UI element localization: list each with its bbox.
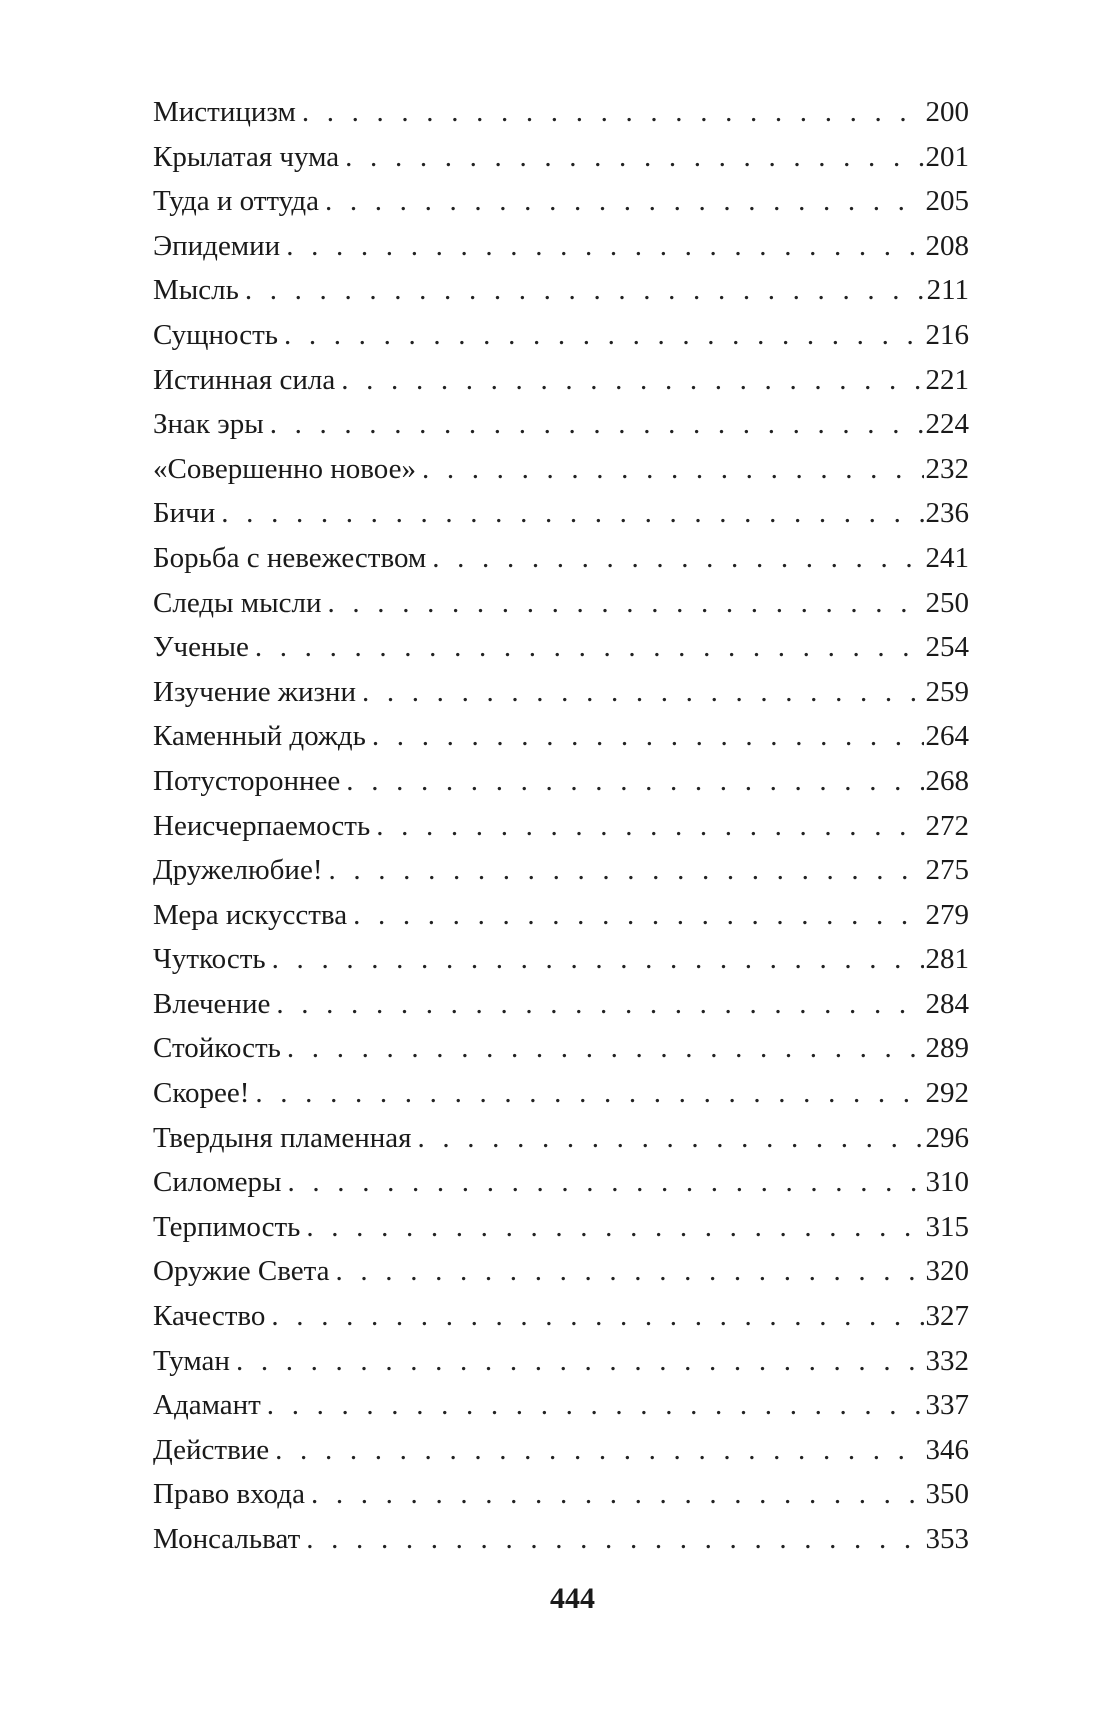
toc-entry-page: 337 — [925, 1389, 969, 1422]
toc-entry-page: 272 — [925, 809, 969, 842]
toc-entry-page: 211 — [926, 274, 969, 307]
toc-entry-title: Стойкость — [153, 1032, 281, 1065]
dot-leader — [275, 1428, 923, 1473]
dot-leader — [341, 358, 923, 403]
toc-entry — [153, 1294, 969, 1339]
dot-leader — [417, 1116, 923, 1161]
toc-entry — [153, 135, 969, 180]
toc-entry-page: 281 — [925, 943, 969, 976]
toc-entry-page: 208 — [925, 229, 969, 262]
dot-leader — [432, 536, 923, 581]
table-of-contents — [153, 90, 969, 1562]
page-number: 444 — [550, 1582, 595, 1615]
toc-entry — [153, 447, 969, 492]
toc-entry-title: Туда и оттуда — [153, 185, 319, 218]
toc-entry-page: 259 — [925, 675, 969, 708]
toc-entry — [153, 313, 969, 358]
toc-entry-page: 236 — [925, 497, 969, 530]
toc-entry-title: Чуткость — [153, 943, 266, 976]
toc-entry-title: «Совершенно новое» — [153, 452, 416, 485]
toc-entry-title: Дружелюбие! — [153, 854, 323, 887]
toc-entry-page: 224 — [925, 408, 969, 441]
toc-entry-page: 327 — [925, 1300, 969, 1333]
toc-entry — [153, 536, 969, 581]
dot-leader — [287, 1026, 924, 1071]
toc-entry-title: Скорее! — [153, 1077, 250, 1110]
toc-entry-page: 346 — [925, 1433, 969, 1466]
toc-entry-title: Оружие Света — [153, 1255, 330, 1288]
toc-entry-page: 216 — [925, 318, 969, 351]
dot-leader — [221, 491, 923, 536]
dot-leader — [271, 1294, 923, 1339]
dot-leader — [422, 447, 924, 492]
toc-entry-title: Каменный дождь — [153, 720, 366, 753]
toc-entry-page: 315 — [925, 1210, 969, 1243]
toc-entry-title: Адамант — [153, 1389, 261, 1422]
toc-entry-title: Монсальват — [153, 1523, 301, 1555]
toc-entry-title: Туман — [153, 1344, 230, 1377]
toc-entry-title: Право входа — [153, 1478, 305, 1511]
dot-leader — [372, 714, 924, 759]
toc-entry-title: Влечение — [153, 987, 271, 1020]
dot-leader — [272, 937, 924, 982]
toc-entry — [153, 1428, 969, 1473]
toc-entry-title: Бичи — [153, 497, 216, 530]
toc-entry — [153, 402, 969, 447]
toc-entry-title: Действие — [153, 1433, 270, 1466]
toc-entry — [153, 893, 969, 938]
toc-entry — [153, 804, 969, 849]
dot-leader — [311, 1472, 924, 1517]
toc-entry — [153, 491, 969, 536]
dot-leader — [270, 402, 924, 447]
toc-entry — [153, 1116, 969, 1161]
toc-entry-title: Твердыня пламенная — [153, 1121, 412, 1154]
toc-entry-title: Силомеры — [153, 1166, 282, 1199]
toc-entry-title: Качество — [153, 1300, 266, 1333]
toc-entry — [153, 625, 969, 670]
toc-entry-title: Эпидемии — [153, 229, 281, 262]
toc-entry-page: 320 — [925, 1255, 969, 1288]
toc-entry-title: Следы мысли — [153, 586, 322, 619]
toc-entry — [153, 1205, 969, 1250]
dot-leader — [325, 179, 924, 224]
toc-entry — [153, 224, 969, 269]
dot-leader — [267, 1383, 924, 1428]
toc-entry-title: Изучение жизни — [153, 675, 356, 708]
dot-leader — [276, 982, 923, 1027]
toc-entry-page: 201 — [925, 140, 969, 173]
dot-leader — [376, 804, 923, 849]
toc-entry — [153, 358, 969, 403]
dot-leader — [306, 1205, 923, 1250]
toc-entry-page: 268 — [925, 764, 969, 797]
toc-entry — [153, 982, 969, 1027]
toc-entry-title: Знак эры — [153, 408, 264, 441]
toc-entry-page: 254 — [925, 631, 969, 664]
dot-leader — [245, 268, 925, 313]
toc-entry — [153, 1517, 969, 1562]
toc-entry — [153, 1026, 969, 1071]
dot-leader — [328, 848, 923, 893]
toc-entry-page: 310 — [925, 1166, 969, 1199]
dot-leader — [284, 313, 924, 358]
toc-entry-page: 292 — [925, 1077, 969, 1110]
toc-entry — [153, 1249, 969, 1294]
dot-leader — [288, 1160, 924, 1205]
dot-leader — [236, 1339, 924, 1384]
toc-entry-title: Ученые — [153, 631, 249, 664]
toc-entry — [153, 179, 969, 224]
toc-entry-page: 241 — [925, 541, 969, 574]
toc-entry-page: 221 — [925, 363, 969, 396]
toc-entry-page: 250 — [925, 586, 969, 619]
toc-entry — [153, 1160, 969, 1205]
toc-entry-page: 275 — [925, 854, 969, 887]
toc-entry — [153, 1071, 969, 1116]
toc-entry-page: 350 — [925, 1478, 969, 1511]
toc-entry-page: 284 — [925, 987, 969, 1020]
dot-leader — [362, 670, 924, 715]
dot-leader — [286, 224, 923, 269]
toc-entry — [153, 581, 969, 626]
toc-entry-page: 289 — [925, 1032, 969, 1065]
toc-entry-title: Мера искусства — [153, 898, 348, 931]
toc-entry-page: 205 — [925, 185, 969, 218]
toc-entry — [153, 759, 969, 804]
toc-entry-page: 332 — [925, 1344, 969, 1377]
dot-leader — [328, 581, 924, 626]
toc-entry — [153, 1339, 969, 1384]
toc-entry-title: Терпимость — [153, 1210, 301, 1243]
dot-leader — [255, 1071, 923, 1116]
toc-entry-title: Борьба с невежеством — [153, 541, 427, 574]
toc-entry — [153, 670, 969, 715]
toc-entry — [153, 714, 969, 759]
toc-entry-title: Сущность — [153, 318, 278, 351]
toc-entry-title: Крылатая чума — [153, 140, 340, 173]
toc-entry-page: 264 — [925, 720, 969, 753]
toc-entry-title: Истинная сила — [153, 363, 336, 396]
dot-leader — [346, 759, 923, 804]
toc-entry — [153, 1383, 969, 1428]
dot-leader — [302, 90, 924, 135]
toc-entry-page: 232 — [925, 452, 969, 485]
toc-entry — [153, 1472, 969, 1517]
toc-entry-page: 279 — [925, 898, 969, 931]
toc-entry-title: Неисчерпаемость — [153, 809, 371, 842]
toc-entry — [153, 90, 969, 135]
dot-leader — [336, 1249, 924, 1294]
toc-entry-title: Мысль — [153, 274, 239, 307]
dot-leader — [306, 1517, 923, 1562]
toc-entry-page: 353 — [925, 1523, 969, 1555]
toc-entry-title: Потустороннее — [153, 764, 341, 797]
dot-leader — [345, 135, 923, 180]
toc-entry — [153, 937, 969, 982]
toc-entry-page: 296 — [925, 1121, 969, 1154]
toc-entry — [153, 268, 969, 313]
dot-leader — [353, 893, 923, 938]
toc-entry-title: Мистицизм — [153, 96, 296, 128]
toc-entry-page: 200 — [925, 96, 969, 128]
toc-entry — [153, 848, 969, 893]
dot-leader — [255, 625, 924, 670]
